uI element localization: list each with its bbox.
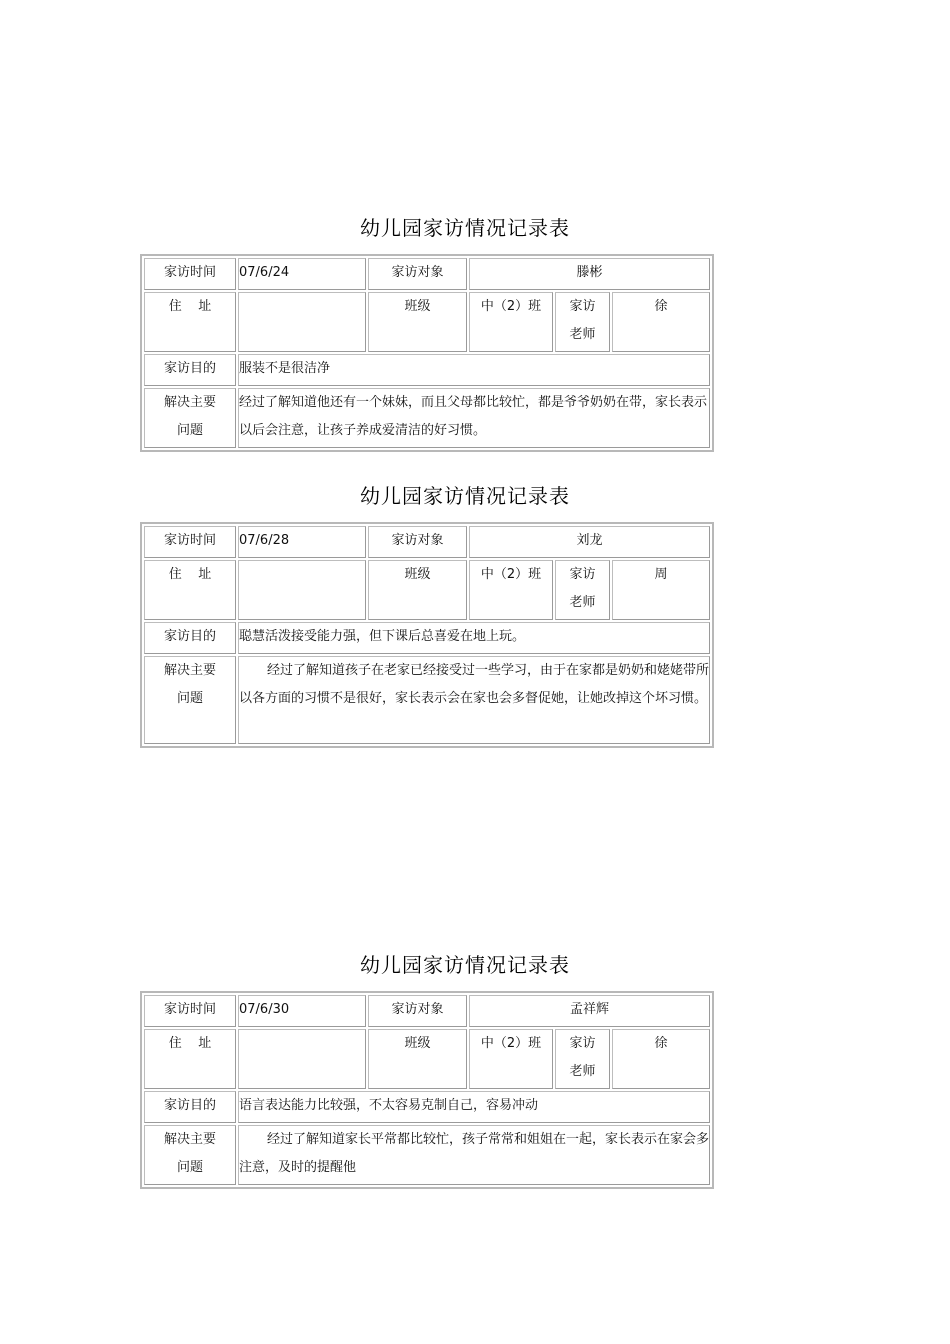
label-teacher xyxy=(555,292,610,352)
class-value: 中（2）班 xyxy=(469,1029,553,1089)
label-teacher-line2: 老师 xyxy=(569,1064,596,1079)
child-name: 滕彬 xyxy=(469,258,710,290)
label-address: 住 址 xyxy=(144,560,236,620)
label-teacher xyxy=(555,560,610,620)
label-solution xyxy=(144,388,236,448)
label-teacher-line1: 家访 xyxy=(569,1036,596,1051)
class-value: 中（2）班 xyxy=(469,560,553,620)
visit-date: 07/6/28 xyxy=(238,526,366,558)
label-address: 住 址 xyxy=(144,292,236,352)
address-value xyxy=(238,560,366,620)
label-visit-target: 家访对象 xyxy=(368,258,467,290)
visit-record-table xyxy=(140,254,714,452)
label-purpose: 家访目的 xyxy=(144,354,236,386)
label-solution-line1: 解决主要 xyxy=(163,395,216,410)
label-class: 班级 xyxy=(368,1029,467,1089)
label-teacher xyxy=(555,1029,610,1089)
label-visit-target: 家访对象 xyxy=(368,526,467,558)
solution-value: 经过了解知道孩子在老家已经接受过一些学习，由于在家都是奶奶和姥姥带所以各方面的习惯不是很好，家长表示会在家也会多督促她，让她改掉这个坏习惯。 xyxy=(238,656,710,744)
label-solution xyxy=(144,1125,236,1185)
purpose-value: 服装不是很洁净 xyxy=(238,354,710,386)
purpose-value: 聪慧活泼接受能力强，但下课后总喜爱在地上玩。 xyxy=(238,622,710,654)
label-solution-line1: 解决主要 xyxy=(163,663,216,678)
label-visit-time: 家访时间 xyxy=(144,526,236,558)
visit-record-table xyxy=(140,522,714,748)
label-solution-line2: 问题 xyxy=(176,1160,203,1175)
label-purpose: 家访目的 xyxy=(144,622,236,654)
label-purpose: 家访目的 xyxy=(144,1091,236,1123)
solution-value: 经过了解知道他还有一个妹妹，而且父母都比较忙，都是爷爷奶奶在带，家长表示以后会注意，让孩子养成爱清洁的好习惯。 xyxy=(238,388,710,448)
label-solution-line2: 问题 xyxy=(176,423,203,438)
purpose-value: 语言表达能力比较强，不太容易克制自己，容易冲动 xyxy=(238,1091,710,1123)
class-value: 中（2）班 xyxy=(469,292,553,352)
child-name: 孟祥辉 xyxy=(469,995,710,1027)
address-value xyxy=(238,292,366,352)
record-title: 幼儿园家访情况记录表 xyxy=(360,953,570,977)
label-class: 班级 xyxy=(368,292,467,352)
solution-value: 经过了解知道家长平常都比较忙，孩子常常和姐姐在一起，家长表示在家会多注意，及时的提醒他 xyxy=(238,1125,710,1185)
visit-date: 07/6/24 xyxy=(238,258,366,290)
label-solution xyxy=(144,656,236,744)
label-visit-target: 家访对象 xyxy=(368,995,467,1027)
visit-record-table xyxy=(140,991,714,1189)
label-visit-time: 家访时间 xyxy=(144,258,236,290)
label-teacher-line2: 老师 xyxy=(569,595,596,610)
label-solution-line1: 解决主要 xyxy=(163,1132,216,1147)
visit-date: 07/6/30 xyxy=(238,995,366,1027)
label-address: 住 址 xyxy=(144,1029,236,1089)
record-title: 幼儿园家访情况记录表 xyxy=(360,216,570,240)
label-teacher-line1: 家访 xyxy=(569,567,596,582)
label-teacher-line2: 老师 xyxy=(569,327,596,342)
address-value xyxy=(238,1029,366,1089)
label-solution-line2: 问题 xyxy=(176,691,203,706)
teacher-value: 周 xyxy=(612,560,710,620)
label-teacher-line1: 家访 xyxy=(569,299,596,314)
label-visit-time: 家访时间 xyxy=(144,995,236,1027)
label-class: 班级 xyxy=(368,560,467,620)
teacher-value: 徐 xyxy=(612,1029,710,1089)
teacher-value: 徐 xyxy=(612,292,710,352)
record-title: 幼儿园家访情况记录表 xyxy=(360,484,570,508)
child-name: 刘龙 xyxy=(469,526,710,558)
